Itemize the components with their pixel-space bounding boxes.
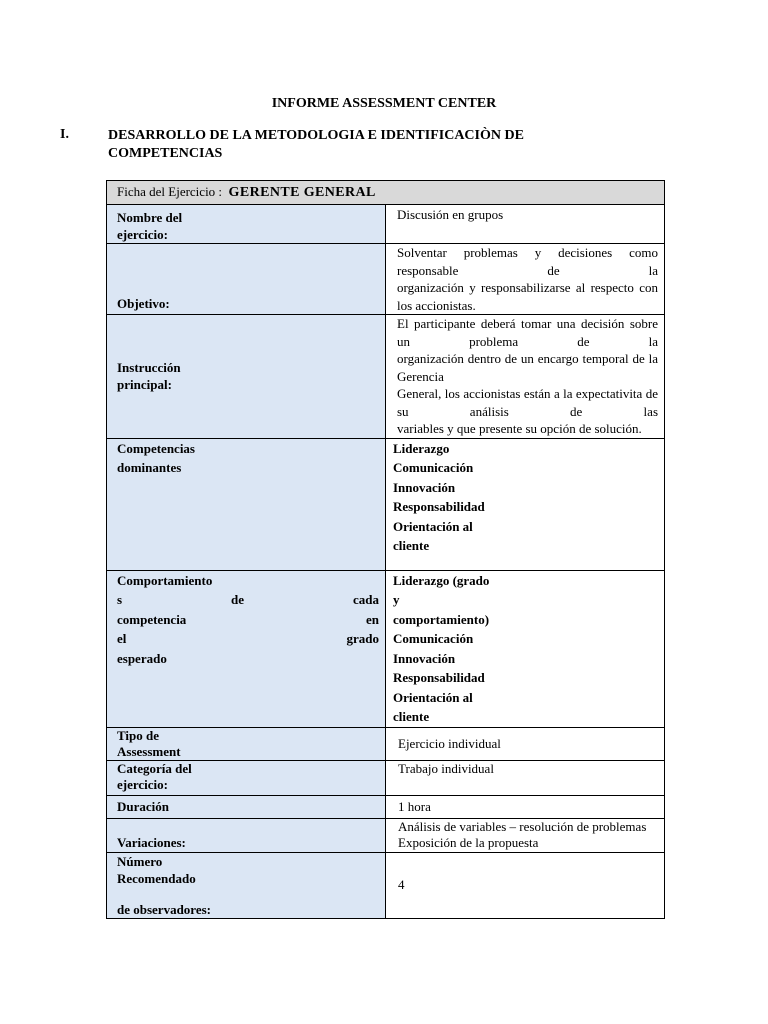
label-cell: Objetivo: — [107, 244, 386, 315]
row-label: Recomendado — [117, 870, 196, 886]
table-row-objetivo — [107, 244, 665, 315]
section-heading-line: DESARROLLO DE LA METODOLOGIA E IDENTIFICACIÒN DE — [108, 128, 524, 143]
value-cell — [386, 818, 665, 852]
row-label: el grado — [117, 631, 379, 646]
value-cell — [386, 244, 665, 315]
row-label: Nombre del — [117, 210, 183, 225]
value-cell: 1 hora — [386, 795, 665, 818]
label-cell: Variaciones: — [107, 818, 386, 852]
competency-item: Comunicación — [393, 460, 474, 475]
table-row-variaciones — [107, 818, 665, 852]
table-row-nombre — [107, 205, 665, 244]
value-cell — [386, 438, 665, 570]
value-cell: Discusión en grupos — [386, 205, 665, 244]
exercise-sheet-table — [106, 180, 665, 919]
value-line: Exposición de la propuesta — [398, 834, 539, 850]
header-value: GERENTE GENERAL — [228, 185, 376, 200]
row-label: ejercicio: — [117, 227, 168, 242]
behavior-item: y — [393, 592, 400, 607]
value-line: Solventar problemas y decisiones como responsable de la — [397, 245, 658, 278]
label-cell — [107, 760, 386, 795]
behavior-item: Liderazgo (grado — [393, 572, 490, 588]
value-cell — [386, 570, 665, 727]
section-heading-line: COMPETENCIAS — [108, 146, 223, 161]
behavior-item: Comunicación — [393, 631, 474, 646]
competency-item: cliente — [393, 538, 430, 553]
row-label: Categoría del — [117, 760, 192, 776]
value-line: organización dentro de un encargo temporal de la Gerencia — [397, 351, 658, 384]
behavior-item: comportamiento) — [393, 611, 490, 627]
label-cell — [107, 315, 386, 439]
header-label: Ficha del Ejercicio : — [117, 184, 223, 199]
header-cell — [107, 181, 665, 205]
table-row-duracion — [107, 795, 665, 818]
row-label: principal: — [117, 377, 172, 393]
competency-item: Liderazgo — [393, 440, 450, 456]
row-label: Comportamiento — [117, 572, 213, 588]
value-cell: 4 — [386, 852, 665, 918]
row-label: competencia en — [117, 611, 379, 627]
table-row-competencias — [107, 438, 665, 570]
row-label: s de cada — [117, 592, 379, 607]
table-row-observadores — [107, 852, 665, 918]
table-row-instruccion — [107, 315, 665, 439]
behavior-item: Innovación — [393, 650, 456, 666]
behavior-item: Responsabilidad — [393, 670, 485, 685]
table-row-tipo — [107, 727, 665, 760]
label-cell — [107, 570, 386, 727]
label-cell — [107, 205, 386, 244]
document-title: INFORME ASSESSMENT CENTER — [271, 96, 497, 111]
behavior-item: cliente — [393, 709, 430, 724]
row-label: ejercicio: — [117, 776, 168, 792]
label-cell — [107, 727, 386, 760]
competency-item: Responsabilidad — [393, 499, 485, 514]
value-cell — [386, 315, 665, 439]
value-cell: Ejercicio individual — [386, 727, 665, 760]
value-line: General, los accionistas están a la expectativita de su análisis de las — [397, 386, 658, 419]
row-label: Instrucción — [117, 360, 181, 376]
section-number: I. — [60, 127, 69, 142]
row-label: Tipo de — [117, 727, 160, 743]
table-row-categoria — [107, 760, 665, 795]
row-label: Competencias — [117, 440, 195, 456]
competency-item: Innovación — [393, 479, 456, 495]
value-line: El participante deberá tomar una decisión sobre un problema de la — [397, 316, 658, 349]
section-heading — [108, 127, 568, 163]
row-label: de observadores: — [117, 901, 212, 917]
label-cell — [107, 438, 386, 570]
row-label: esperado — [117, 650, 167, 666]
behavior-item: Orientación al — [393, 689, 473, 705]
value-line: organización y responsabilizarse al respecto con los accionistas. — [397, 280, 658, 313]
competency-item: Orientación al — [393, 518, 473, 534]
table-row-comportamientos — [107, 570, 665, 727]
value-line: variables y que presente su opción de solución. — [397, 421, 642, 436]
label-cell: Duración — [107, 795, 386, 818]
label-cell — [107, 852, 386, 918]
row-label: dominantes — [117, 460, 182, 475]
row-label: Número — [117, 853, 163, 869]
value-cell: Trabajo individual — [386, 760, 665, 795]
value-line: Análisis de variables – resolución de problemas — [398, 818, 647, 834]
row-label: Assessment — [117, 743, 181, 759]
table-header-row — [107, 181, 665, 205]
